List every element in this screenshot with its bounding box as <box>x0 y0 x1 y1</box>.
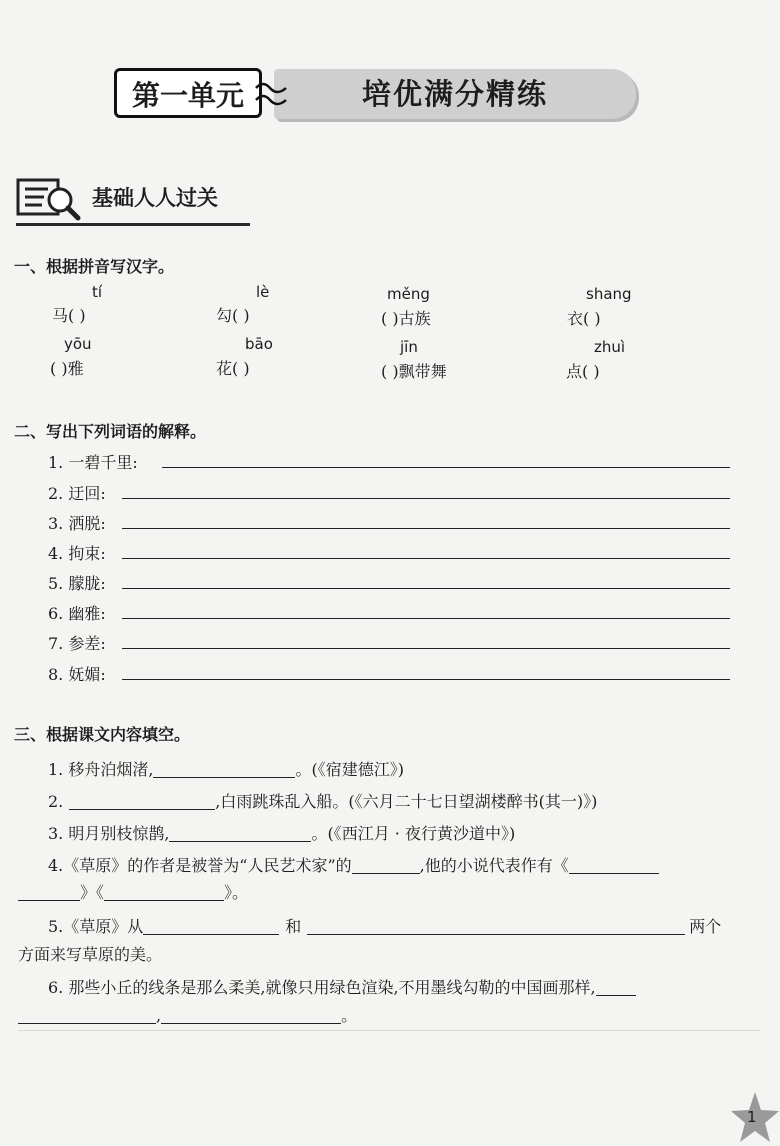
section-underline <box>16 223 250 226</box>
text: 两个 <box>689 917 722 936</box>
definition-label: 5. 朦胧: <box>48 574 106 593</box>
fill-blank-item[interactable]: ( )飘带舞 <box>381 362 447 381</box>
text: 5.《草原》从 <box>48 917 144 936</box>
definition-label: 1. 一碧千里: <box>48 453 138 472</box>
answer-blank[interactable] <box>104 884 224 901</box>
fill-blank-item[interactable]: 花( ) <box>216 359 250 378</box>
text: 和 <box>285 917 302 936</box>
text: 。 <box>341 1006 358 1025</box>
answer-line[interactable] <box>122 618 730 619</box>
answer-line[interactable] <box>122 648 730 649</box>
fill-blank-item[interactable]: 马( ) <box>52 306 86 325</box>
text: 。(《宿建德江》) <box>295 760 404 779</box>
answer-blank[interactable] <box>143 918 279 935</box>
answer-blank[interactable] <box>169 825 311 842</box>
answer-line[interactable] <box>122 498 730 499</box>
definition-label: 4. 拘束: <box>48 544 106 563</box>
fill-blank-item[interactable]: 衣( ) <box>567 309 601 328</box>
fill-line-4b <box>18 880 248 903</box>
answer-line[interactable] <box>122 558 730 559</box>
pinyin: tí <box>92 283 103 301</box>
unit-label: 第一单元 <box>114 68 262 118</box>
answer-line[interactable] <box>122 679 730 680</box>
answer-blank[interactable] <box>161 1007 341 1024</box>
fill-blank-item[interactable]: 点( ) <box>566 362 600 381</box>
answer-blank[interactable] <box>352 857 420 874</box>
text: ,他的小说代表作有《 <box>419 856 569 875</box>
answer-line[interactable] <box>162 467 730 468</box>
fill-line-5b: 方面来写草原的美。 <box>18 945 163 964</box>
answer-line[interactable] <box>122 588 730 589</box>
answer-line[interactable] <box>122 528 730 529</box>
answer-blank[interactable] <box>569 857 659 874</box>
text: 4.《草原》的作者是被誉为“人民艺术家”的 <box>48 856 352 875</box>
fill-blank-item[interactable]: 勾( ) <box>216 306 250 325</box>
text: 》《 <box>80 883 105 902</box>
answer-blank[interactable] <box>307 918 685 935</box>
definition-label: 2. 迂回: <box>48 484 106 503</box>
text: 。(《西江月 · 夜行黄沙道中》) <box>311 824 516 843</box>
fill-blank-item[interactable]: ( )古族 <box>381 309 431 328</box>
definition-label: 6. 幽雅: <box>48 604 106 623</box>
fill-line-2 <box>48 789 597 812</box>
fill-line-4 <box>48 853 659 876</box>
pinyin: yōu <box>64 335 92 353</box>
answer-blank[interactable] <box>18 1007 156 1024</box>
definition-label: 7. 参差: <box>48 634 106 653</box>
text: 3. 明月别枝惊鹊, <box>48 824 170 843</box>
pinyin: shang <box>586 285 632 303</box>
page-number: 1 <box>747 1108 757 1126</box>
section-title: 基础人人过关 <box>92 186 218 210</box>
text: ,白雨跳珠乱入船。(《六月二十七日望湖楼醉书(其一)》) <box>215 792 598 811</box>
text: 2. <box>48 792 64 811</box>
page-title: 培优满分精练 <box>274 69 636 119</box>
wave-decoration-icon <box>254 76 288 112</box>
answer-blank[interactable] <box>153 761 295 778</box>
text: 》。 <box>224 883 249 902</box>
fill-line-5 <box>48 914 721 937</box>
definition-label: 3. 洒脱: <box>48 514 106 533</box>
fill-line-3 <box>48 821 515 844</box>
fill-line-6b <box>18 1003 357 1026</box>
answer-blank[interactable] <box>596 979 636 996</box>
q2-heading: 二、写出下列词语的解释。 <box>14 422 207 441</box>
pinyin: zhuì <box>594 338 626 356</box>
pinyin: jīn <box>400 338 418 356</box>
fill-line-1 <box>48 757 404 780</box>
page-fold-line <box>18 1030 760 1031</box>
pinyin: měng <box>387 285 430 303</box>
text: 6. 那些小丘的线条是那么柔美,就像只用绿色渲染,不用墨线勾勒的中国画那样, <box>48 978 596 997</box>
pinyin: lè <box>256 283 270 301</box>
pinyin: bāo <box>245 335 273 353</box>
q3-heading: 三、根据课文内容填空。 <box>14 725 191 744</box>
fill-blank-item[interactable]: ( )雅 <box>50 359 84 378</box>
definition-label: 8. 妩媚: <box>48 665 106 684</box>
q1-heading: 一、根据拼音写汉字。 <box>14 257 175 276</box>
fill-line-6 <box>48 975 636 998</box>
answer-blank[interactable] <box>18 884 80 901</box>
text: 1. 移舟泊烟渚, <box>48 760 154 779</box>
answer-blank[interactable] <box>69 793 215 810</box>
magnifier-document-icon <box>16 176 86 226</box>
text: , <box>156 1006 162 1025</box>
